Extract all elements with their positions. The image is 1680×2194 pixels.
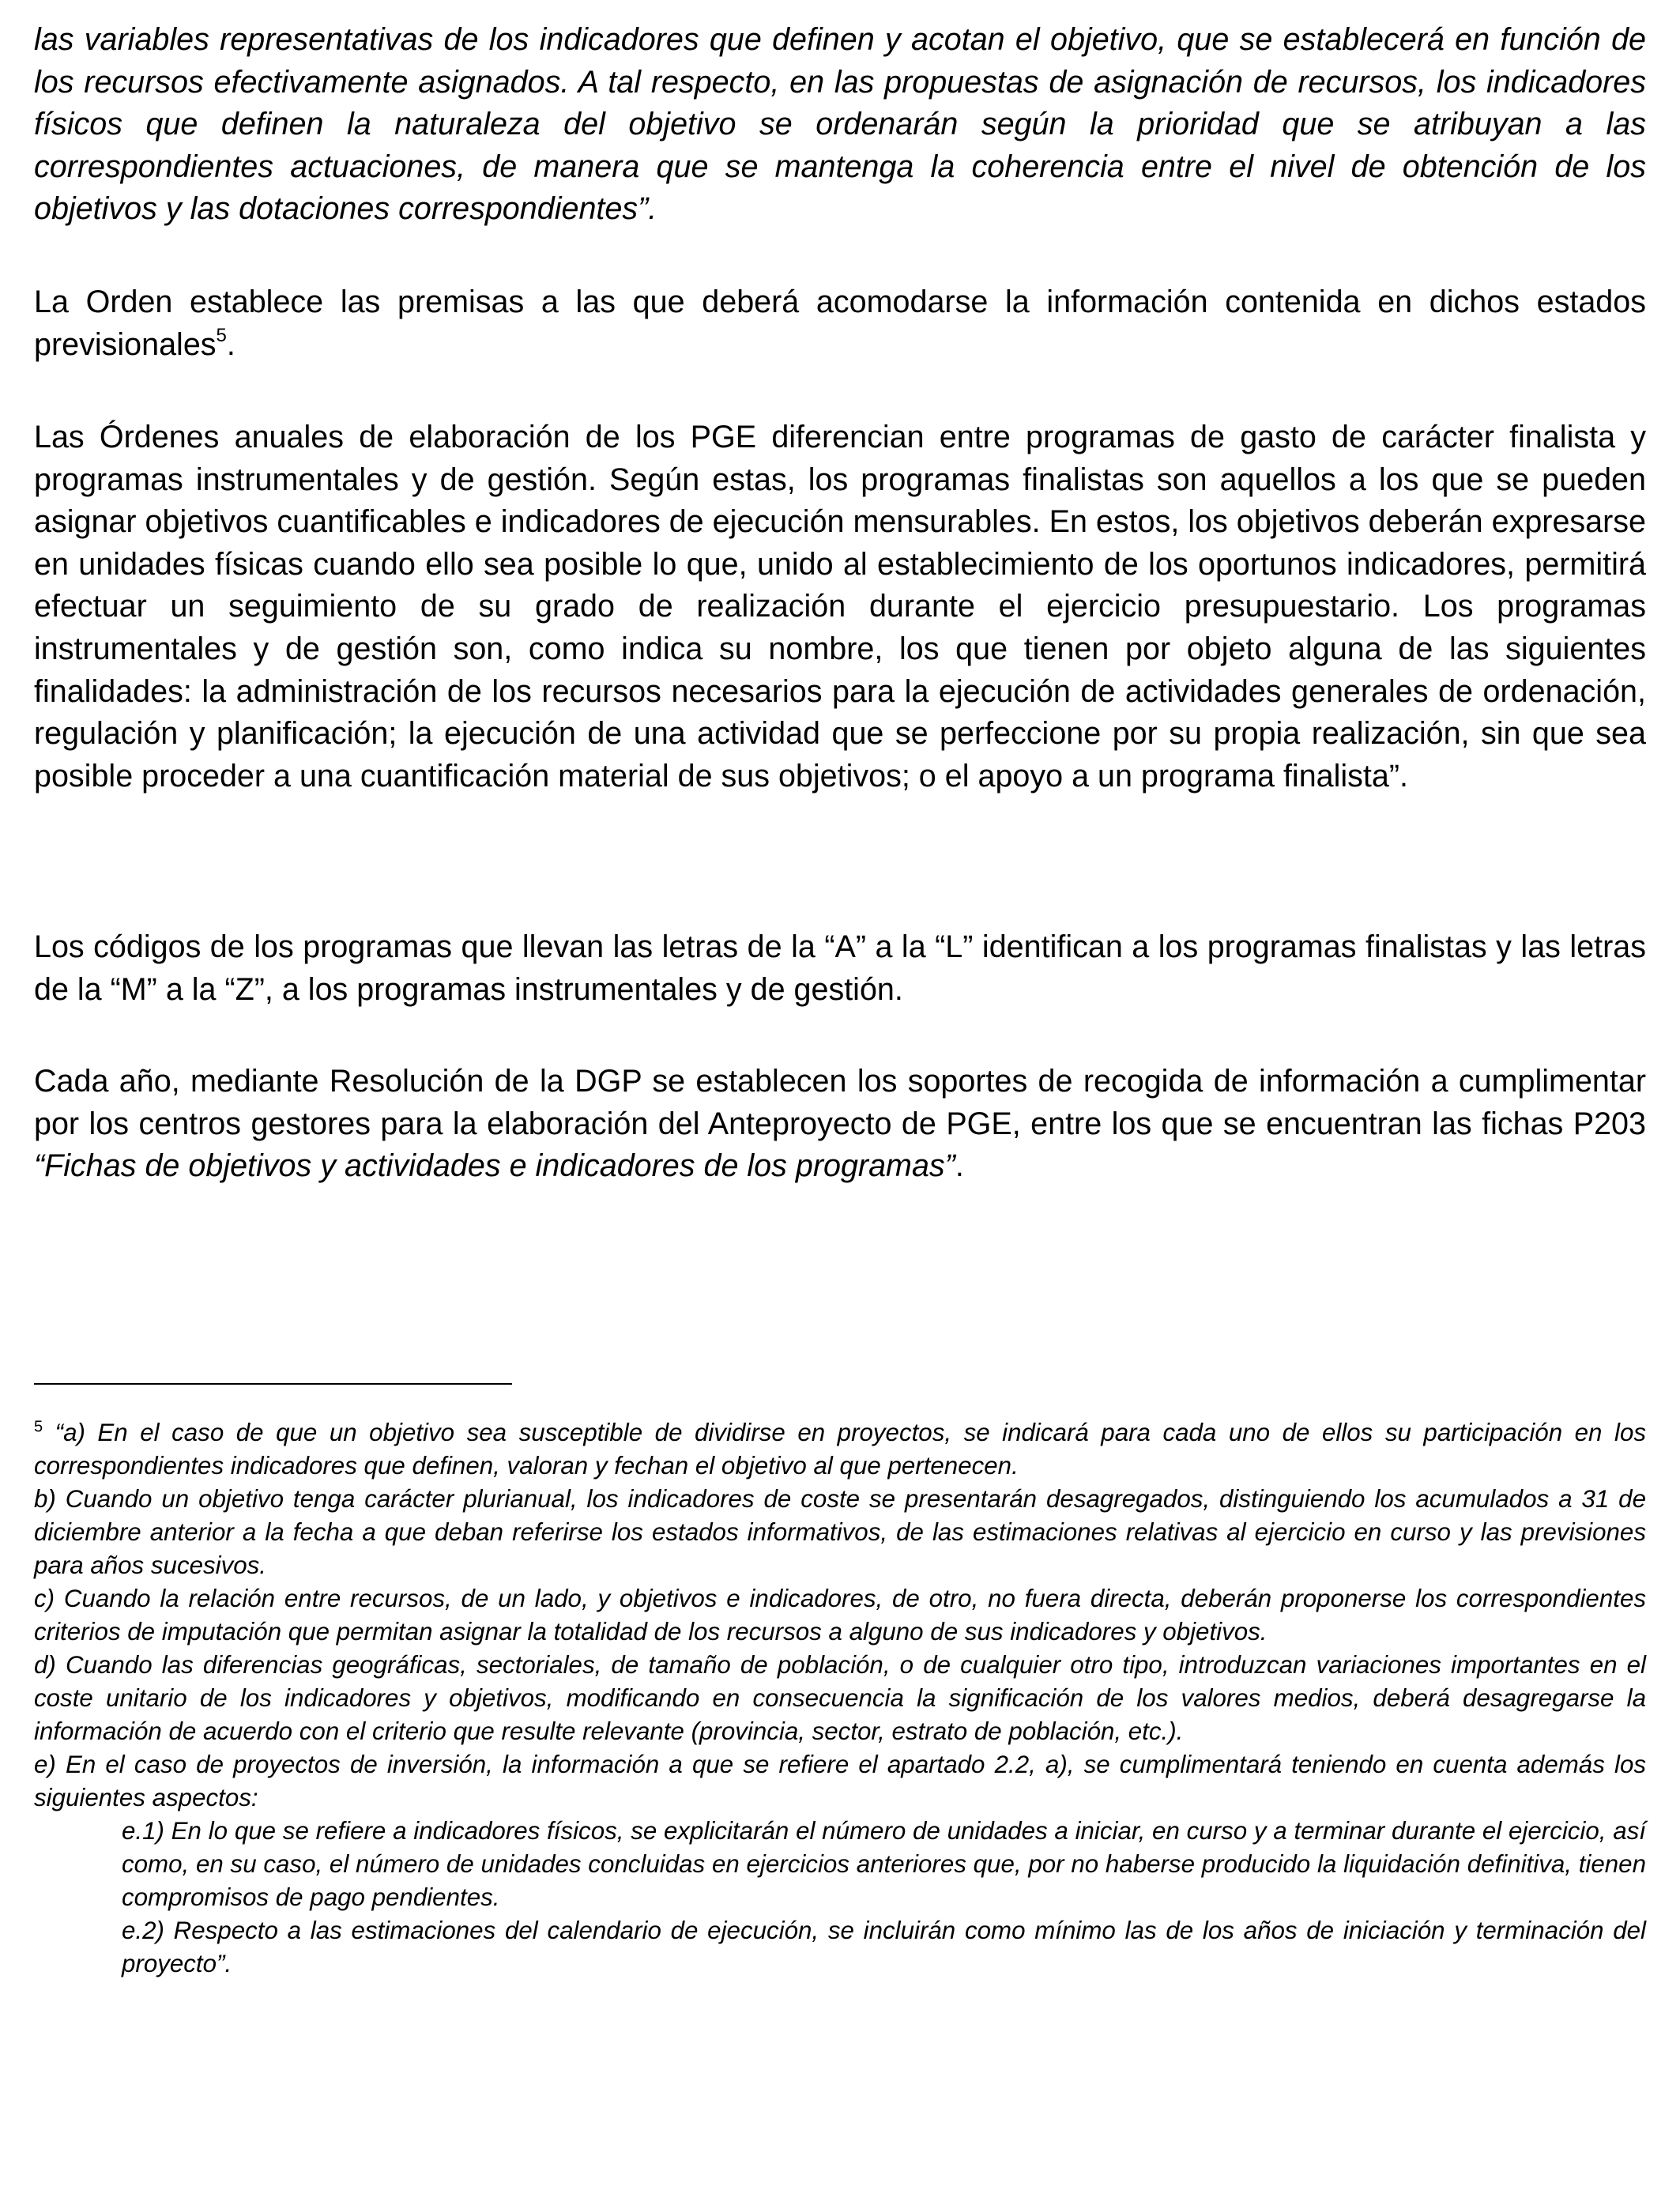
paragraph-orden-premisas bbox=[34, 281, 1646, 366]
footnote-block bbox=[34, 1416, 1646, 1981]
paragraph-italic-title: “Fichas de objetivos y actividades e indicadores de los programas” bbox=[34, 1148, 955, 1184]
footnote-text: b) Cuando un objetivo tenga carácter plurianual, los indicadores de coste se presentarán desagregados, distinguiendo los acumulados a 31 de diciembre anterior a la fecha a que deban referirse los estados informativos, de las estimaciones relativas al ejercicio en curso y las previsiones para años sucesivos. bbox=[34, 1485, 1646, 1579]
paragraph-codigos-programas bbox=[34, 926, 1646, 1011]
footnote-item-d bbox=[34, 1649, 1646, 1748]
footnote-item-c bbox=[34, 1582, 1646, 1649]
footnote-item-e bbox=[34, 1748, 1646, 1815]
paragraph-text: Las Órdenes anuales de elaboración de los PGE diferencian entre programas de gasto de carácter finalista y programas instrumentales y de gestión. Según estas, los programas finalistas son aquellos a los que se pueden asignar objetivos cuantificables e indicadores de ejecución mensurables. En estos, los objetivos deberán expresarse en unidades físicas cuando ello sea posible lo que, unido al establecimiento de los oportunos indicadores, permitirá efectuar un seguimiento de su grado de realización durante el ejercicio presupuestario. Los programas instrumentales y de gestión son, como indica su nombre, los que tienen por objeto alguna de las siguientes finalidades: la administración de los recursos necesarios para la ejecución de actividades generales de ordenación, regulación y planificación; la ejecución de una actividad que se perfeccione por su propia realización, sin que sea posible proceder a una cuantificación material de sus objetivos; o el apoyo a un programa finalista”. bbox=[34, 420, 1646, 794]
footnote-text: c) Cuando la relación entre recursos, de un lado, y objetivos e indicadores, de otro, no fuera directa, deberán proponerse los correspondientes criterios de imputación que permitan asignar la totalidad de los recursos a alguno de sus indicadores y objetivos. bbox=[34, 1585, 1646, 1646]
paragraph-ordenes-anuales bbox=[34, 417, 1646, 797]
footnote-text: d) Cuando las diferencias geográficas, sectoriales, de tamaño de población, o de cualquier otro tipo, introduzcan variaciones importantes en el coste unitario de los indicadores y objetivos, modificando en consecuencia la significación de los valores medios, deberá desagregarse la información de acuerdo con el criterio que resulte relevante (provincia, sector, estrato de población, etc.). bbox=[34, 1651, 1646, 1745]
footnote-number: 5 bbox=[34, 1418, 43, 1436]
footnote-item-a bbox=[34, 1416, 1646, 1483]
paragraph-text: Cada año, mediante Resolución de la DGP se establecen los soportes de recogida de información a cumplimentar por los centros gestores para la elaboración del Anteproyecto de PGE, entre los que se encuentran las fichas P203 bbox=[34, 1064, 1646, 1141]
paragraph-text: Los códigos de los programas que llevan las letras de la “A” a la “L” identifican a los programas finalistas y las letras de la “M” a la “Z”, a los programas instrumentales y de gestión. bbox=[34, 929, 1646, 1007]
footnote-item-e1 bbox=[122, 1815, 1646, 1914]
footnote-reference[interactable]: 5 bbox=[216, 325, 227, 347]
footnote-item-e2 bbox=[122, 1914, 1646, 1981]
paragraph-tail: . bbox=[226, 326, 235, 362]
paragraph-text: La Orden establece las premisas a las que deberá acomodarse la información contenida en dichos estados previsionales bbox=[34, 285, 1646, 362]
quoted-text: las variables representativas de los indicadores que definen y acotan el objetivo, que se establecerá en función de los recursos efectivamente asignados. A tal respecto, en las propuestas de asignación de recursos, los indicadores físicos que definen la naturaleza del objetivo se ordenarán según la prioridad que se atribuyan a las correspondientes actuaciones, de manera que se mantenga la coherencia entre el nivel de obtención de los objetivos y las dotaciones correspondientes”. bbox=[34, 22, 1646, 227]
paragraph-resolucion-dgp bbox=[34, 1061, 1646, 1188]
paragraph-objetivos-continuation bbox=[34, 19, 1646, 231]
footnote-separator bbox=[34, 1383, 512, 1385]
footnote-item-b bbox=[34, 1483, 1646, 1582]
footnote-text: e.1) En lo que se refiere a indicadores físicos, se explicitarán el número de unidades a iniciar, en curso y a terminar durante el ejercicio, así como, en su caso, el número de unidades concluidas en ejercicios anteriores que, por no haberse producido la liquidación definitiva, tienen compromisos de pago pendientes. bbox=[122, 1817, 1646, 1911]
footnote-text: e) En el caso de proyectos de inversión, la información a que se refiere el apartado 2.2, a), se cumplimentará teniendo en cuenta además los siguientes aspectos: bbox=[34, 1751, 1646, 1811]
footnote-text: “a) En el caso de que un objetivo sea susceptible de dividirse en proyectos, se indicará para cada uno de ellos su participación en los correspondientes indicadores que definen, valoran y fechan el objetivo al que pertenecen. bbox=[34, 1419, 1646, 1480]
footnote-text: e.2) Respecto a las estimaciones del calendario de ejecución, se incluirán como mínimo las de los años de iniciación y terminación del proyecto”. bbox=[122, 1917, 1646, 1977]
paragraph-tail: . bbox=[955, 1148, 964, 1184]
